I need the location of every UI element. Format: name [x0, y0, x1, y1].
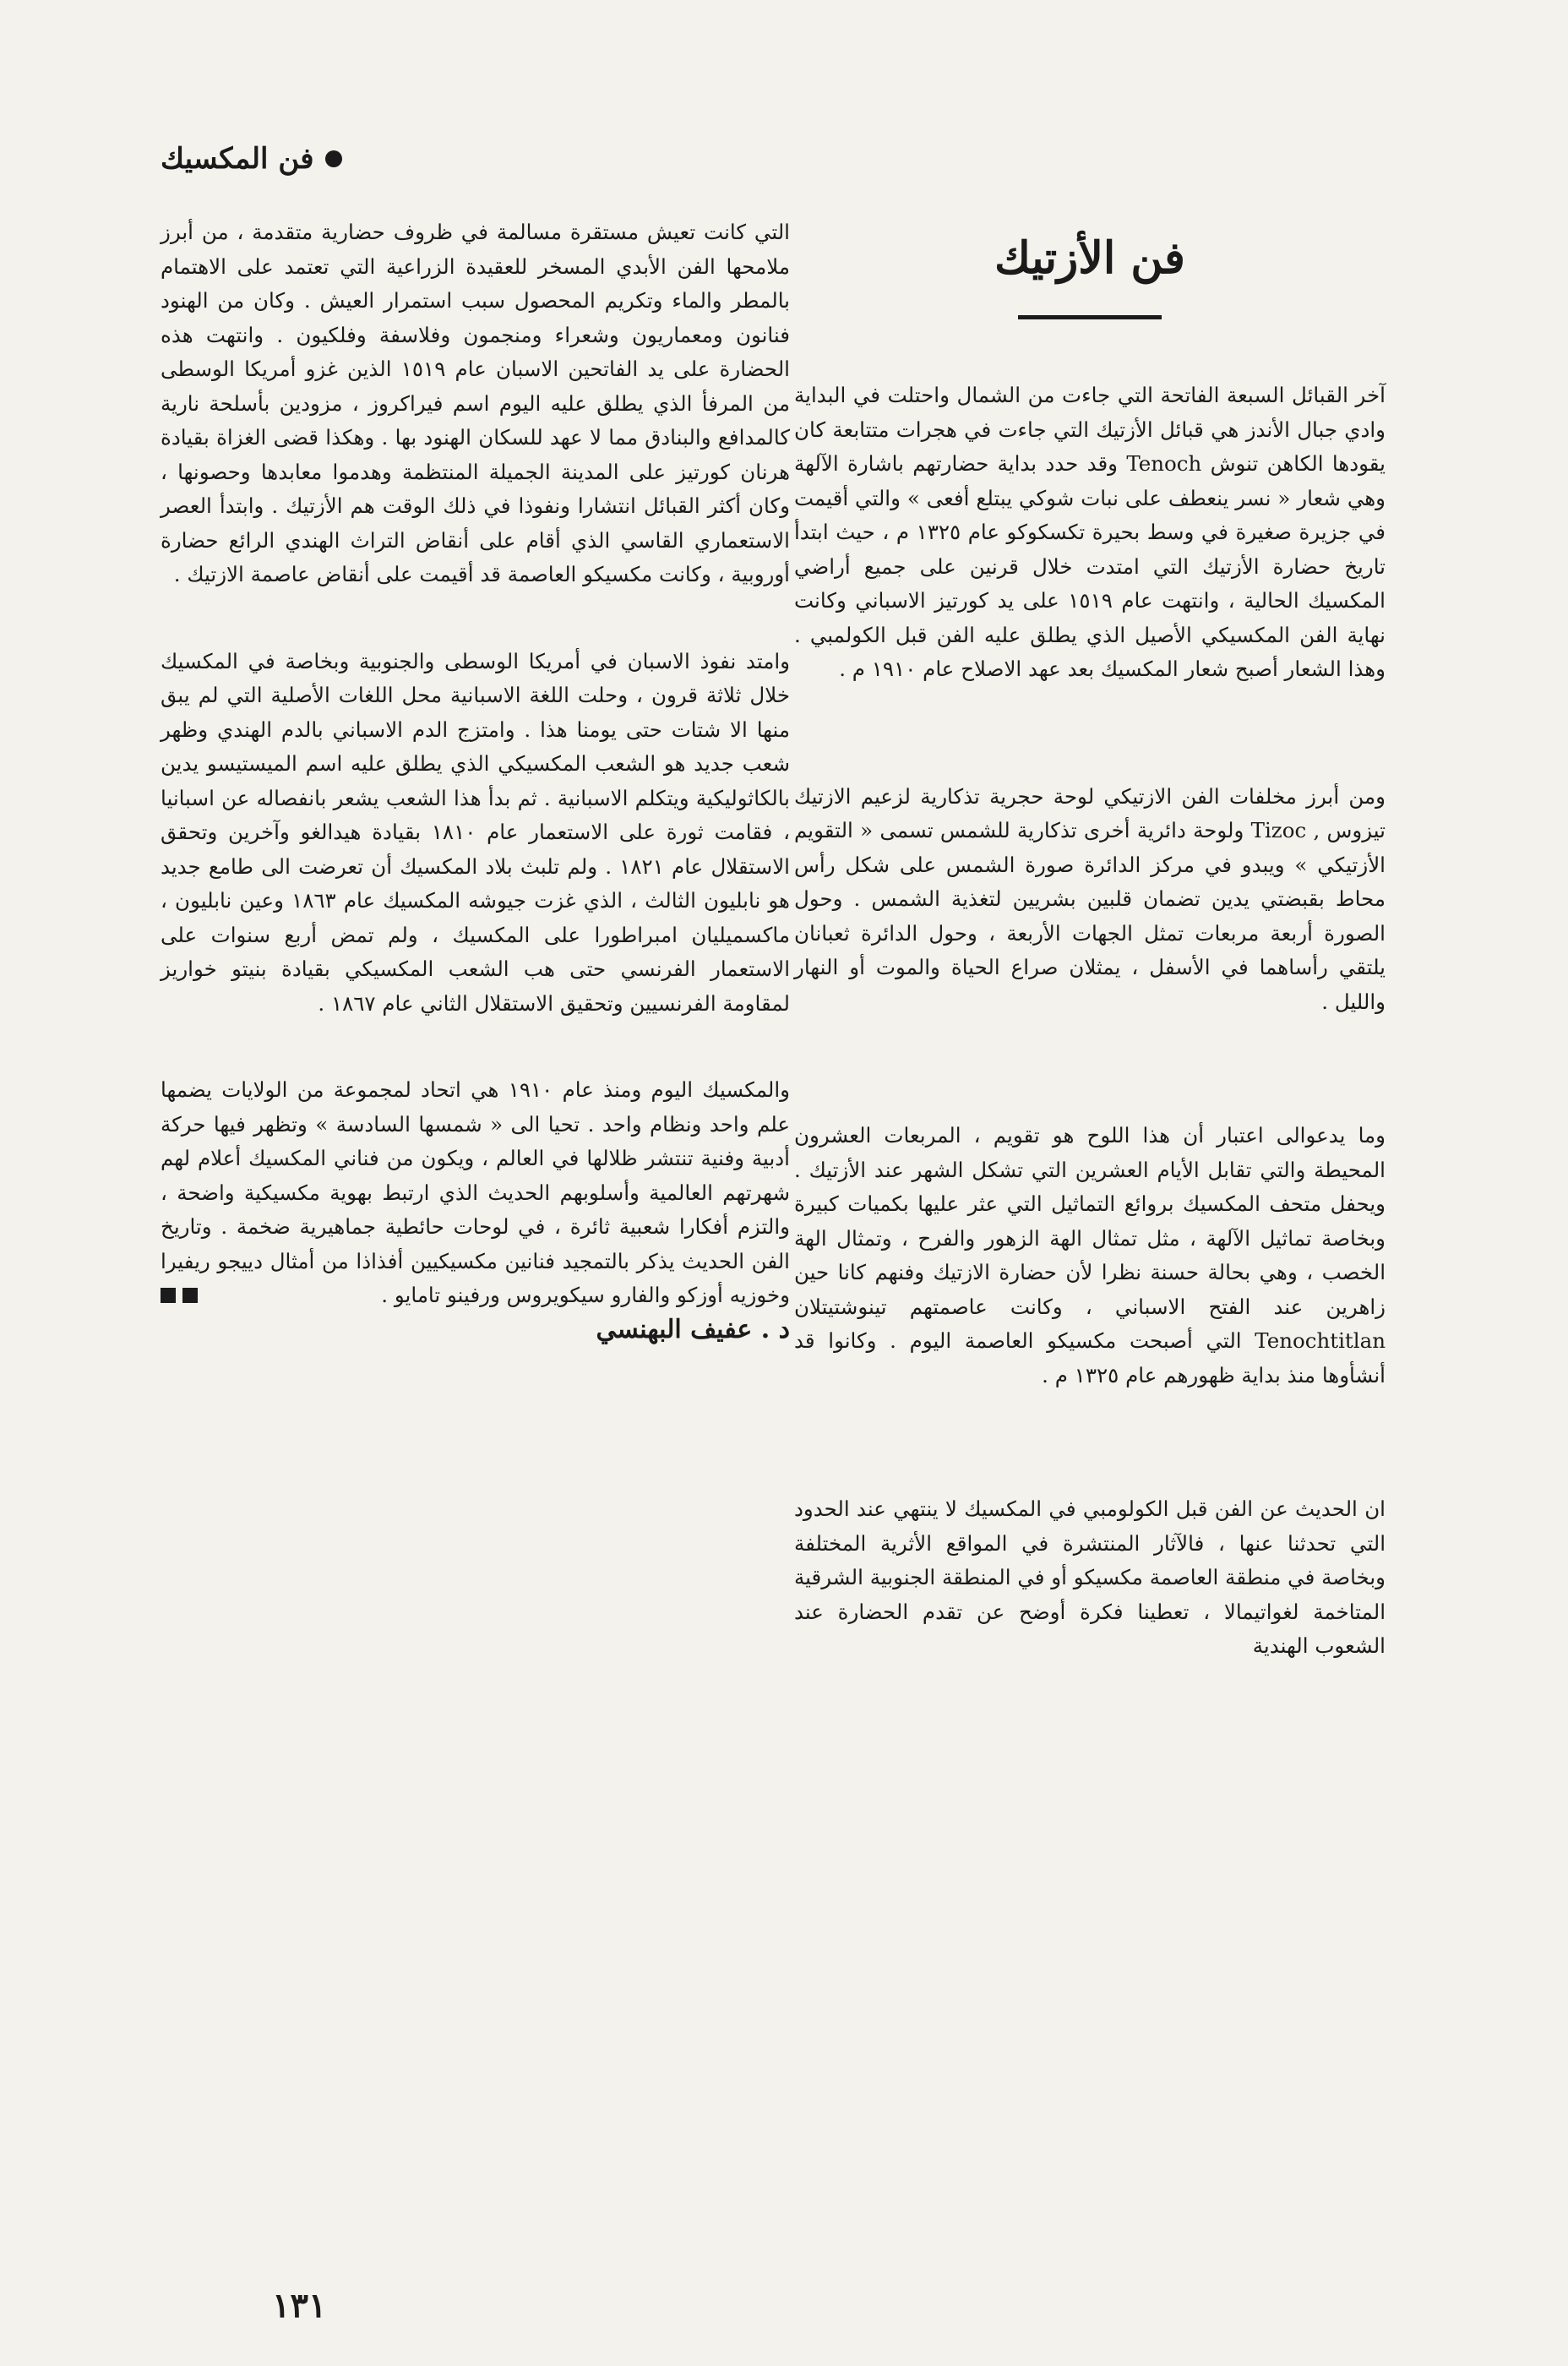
bullet-icon — [325, 150, 342, 167]
paragraph: ان الحديث عن الفن قبل الكولومبي في المكسيك لا ينتهي عند الحدود التي تحدثنا عنها ، فالآثار المنتشرة في المواقع الأثرية المختلفة وبخاصة في منطقة العاصمة مكسيكو أو في المنطقة الجنوبية الشرقية المتاخمة لغواتيمالا ، تعطينا فكرة أوضح عن تقدم الحضارة عند الشعوب الهندية — [794, 1496, 1386, 1659]
running-header — [161, 142, 342, 176]
paragraph: وامتد نفوذ الاسبان في أمريكا الوسطى والجنوبية وبخاصة في المكسيك خلال ثلاثة قرون ، وحلت اللغة الاسبانية محل اللغات الأصلية التي لم يبق منها الا شتات حتى يومنا هذا . وامتزج الدم الاسباني بالدم الهندي وظهر شعب جديد هو الشعب المكسيكي الذي يطلق عليه اسم الميستيسو يدين بالكاثوليكية ويتكلم الاسبانية . ثم بدأ هذا الشعب يشعر بانفصاله عن اسبانيا ، فقامت ثورة على الاستعمار عام ١٨١٠ بقيادة هيدالغو وآخرين وتحقق الاستقلال عام ١٨٢١ . ولم تلبث بلاد المكسيك أن تعرضت الى طامع جديد هو نابليون الثالث ، الذي غزت جيوشه المكسيك عام ١٨٦٣ وعين نابليون ، ماكسميليان امبراطورا على المكسيك ، ولم تمض أربع سنوات على الاستعمار الفرنسي حتى هب الشعب المكسيكي بقيادة بنيتو خواريز لمقاومة الفرنسيين وتحقيق الاستقلال الثاني عام ١٨٦٧ . — [161, 648, 790, 1016]
title-rule — [1018, 315, 1162, 319]
page-number: ١٣١ — [272, 2286, 327, 2325]
paragraph: وما يدعوالى اعتبار أن هذا اللوح هو تقويم ، المربعات العشرون المحيطة والتي تقابل الأيام العشرين التي تشكل الشهر عند الأزتيك . ويحفل متحف المكسيك بروائع التماثيل التي عثر عليها بكميات كبيرة وبخاصة تماثيل الآلهة ، مثل تمثال الهة الزهور والفرح ، وتمثال الهة الخصب ، وهي بحالة حسنة نظرا لأن حضارة الازتيك وفنهم كانا حين زاهرين عند الفتح الاسباني ، وكانت عاصمتهم تينوشتيتلان Tenochtitlan التي أصبحت مكسيكو العاصمة اليوم . وكانوا قد أنشأوها منذ بداية ظهورهم عام ١٣٢٥ م . — [794, 1123, 1386, 1387]
paragraph: ومن أبرز مخلفات الفن الازتيكي لوحة حجرية تذكارية لزعيم الازتيك تيزوس , Tizoc ولوحة دائرية أخرى تذكارية للشمس تسمى « التقويم الأزتيكي » ويبدو في مركز الدائرة صورة الشمس على شكل رأس محاط بقبضتي يدين تضمان قلبين بشريين لتغذية الشمس . وحول الصورة أربعة مربعات تمثل الجهات الأربعة ، وحول الدائرة ثعبانان يلتقي رأساهما في الأسفل ، يمثلان صراع الحياة والموت أو النهار والليل . — [794, 783, 1386, 1014]
paragraph: آخر القبائل السبعة الفاتحة التي جاءت من الشمال واحتلت في البداية وادي جبال الأندز هي قبائل الأزتيك التي جاءت في هجرات متتابعة كان يقودها الكاهن تنوش Tenoch وقد حدد بداية حضارتهم باشارة الآلهة وهي شعار « نسر ينعطف على نبات شوكي يبتلع أفعى » والتي أقيمت في جزيرة صغيرة في وسط بحيرة تكسكوكو عام ١٣٢٥ م ، حيث ابتدأ تاريخ حضارة الأزتيك التي امتدت خلال قرنين على جميع أراضي المكسيك الحالية ، وانتهت عام ١٥١٩ على يد كورتيز الاسباني وكانت نهاية الفن المكسيكي الأصيل الذي يطلق عليه الفن قبل الكولمبي . وهذا الشعار أصبح شعار المكسيك بعد عهد الاصلاح عام ١٩١٠ م . — [794, 383, 1386, 682]
square-icon — [182, 1288, 198, 1303]
left-column — [161, 215, 790, 1344]
right-column — [794, 232, 1386, 1757]
paragraph: التي كانت تعيش مستقرة مسالمة في ظروف حضارية متقدمة ، من أبرز ملامحها الفن الأبدي المسخر للعقيدة الزراعية التي تعتمد على الاهتمام بالمطر والماء وتكريم المحصول سبب استمرار العيش . وكان من الهنود فنانون ومعماريون وشعراء ومنجمون وفلاسفة وفلكيون . وانتهت هذه الحضارة على يد الفاتحين الاسبان عام ١٥١٩ الذين غزو أمريكا الوسطى من المرفأ الذي يطلق عليه اليوم اسم فيراكروز ، مزودين بأسلحة نارية كالمدافع والبنادق مما لا عهد للسكان الهنود بها . وهكذا قضى الغزاة بقيادة هرنان كورتيز على المدينة الجميلة المنتظمة وهدموا معابدها وحصونها ، وكان أكثر القبائل انتشارا ونفوذا في ذلك الوقت هم الأزتيك . وابتدأ العصر الاستعماري القاسي الذي أقام على أنقاض التراث الهندي الرائع حضارة أوروبية ، وكانت مكسيكو العاصمة قد أقيمت على أنقاض عاصمة الازتيك . — [161, 220, 790, 586]
square-icon — [161, 1288, 176, 1303]
paragraph: والمكسيك اليوم ومنذ عام ١٩١٠ هي اتحاد لمجموعة من الولايات يضمها علم واحد ونظام واحد . تحيا الى « شمسها السادسة » وتظهر فيها حركة أدبية وفنية تنتشر ظلالها في العالم ، ويكون من فناني المكسيك أعلام لهم شهرتهم العالمية وأسلوبهم الحديث الذي ارتبط بهوية مكسيكية واضحة ، والتزم أفكارا شعبية ثائرة ، في لوحات حائطية جماهيرية ضخمة . وتاريخ الفن الحديث يذكر بالتمجيد فنانين مكسيكيين أفذاذا من أمثال دييجو ريفيرا وخوزيه أوزكو والفارو سيكويروس ورفينو تامايو . — [161, 1077, 790, 1307]
author-name: د . عفيف البهنسي — [596, 1314, 790, 1344]
article-title: فن الأزتيك — [994, 232, 1185, 284]
section-title: فن المكسيك — [161, 142, 314, 176]
